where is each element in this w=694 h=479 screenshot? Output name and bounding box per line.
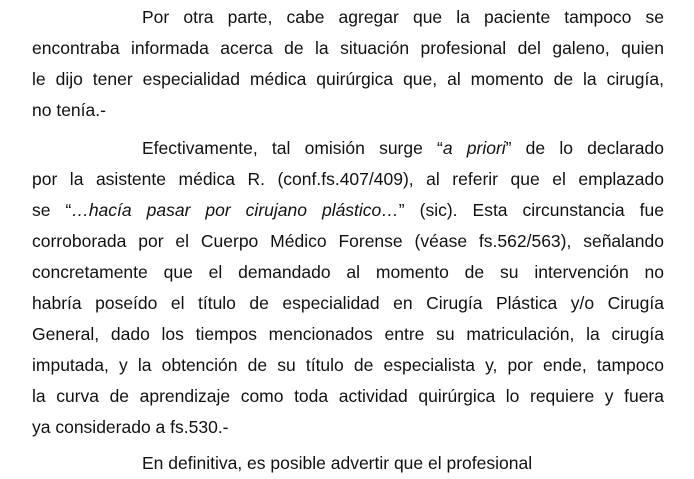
text-line — [32, 64, 664, 95]
text-span: encontraba informada acerca de la situación profesional del galeno, quien — [32, 38, 664, 58]
text-span: En definitiva, es posible advertir que el profesional — [142, 453, 533, 473]
paragraph-1 — [32, 2, 664, 126]
text-span: se “ — [32, 200, 72, 220]
text-span: ” (sic). Esta circunstancia fue — [398, 200, 664, 220]
text-line — [32, 133, 664, 164]
text-span: imputada, y la obtención de su título de especialista y, por ende, tampoco — [32, 355, 664, 375]
text-span: Efectivamente, tal omisión surge “ — [142, 138, 443, 158]
text-line — [32, 319, 664, 350]
text-line — [32, 33, 664, 64]
text-span: corroborada por el Cuerpo Médico Forense (véase fs.562/563), señalando — [32, 231, 664, 251]
text-line — [32, 195, 664, 226]
text-span: ” de lo declarado — [505, 138, 664, 158]
italic-quote: a priori — [442, 138, 506, 158]
text-span: concretamente que el demandado al momento de su intervención no — [32, 262, 664, 282]
text-line — [32, 95, 664, 126]
text-line — [32, 288, 664, 319]
text-line — [32, 164, 664, 195]
text-span: por la asistente médica R. (conf.fs.407/409), al referir que el emplazado — [32, 169, 664, 189]
text-line — [32, 2, 664, 33]
text-line — [32, 448, 664, 479]
text-span: ya considerado a fs.530.- — [32, 417, 229, 437]
text-line — [32, 226, 664, 257]
text-line — [32, 412, 664, 443]
paragraph-2 — [32, 133, 664, 443]
document-page — [32, 0, 664, 473]
italic-quote: …hacía pasar por cirujano plástico… — [71, 200, 399, 220]
text-span: no tenía.- — [32, 100, 106, 120]
text-span: habría poseído el título de especialidad en Cirugía Plástica y/o Cirugía — [32, 293, 664, 313]
paragraph-3-cut — [32, 448, 664, 473]
text-line — [32, 381, 664, 412]
text-span: la curva de aprendizaje como toda actividad quirúrgica lo requiere y fuera — [32, 386, 664, 406]
text-span: General, dado los tiempos mencionados entre su matriculación, la cirugía — [32, 324, 664, 344]
text-line — [32, 257, 664, 288]
text-span: Por otra parte, cabe agregar que la paciente tampoco se — [142, 7, 664, 27]
text-span: le dijo tener especialidad médica quirúrgica que, al momento de la cirugía, — [32, 69, 664, 89]
text-line — [32, 350, 664, 381]
